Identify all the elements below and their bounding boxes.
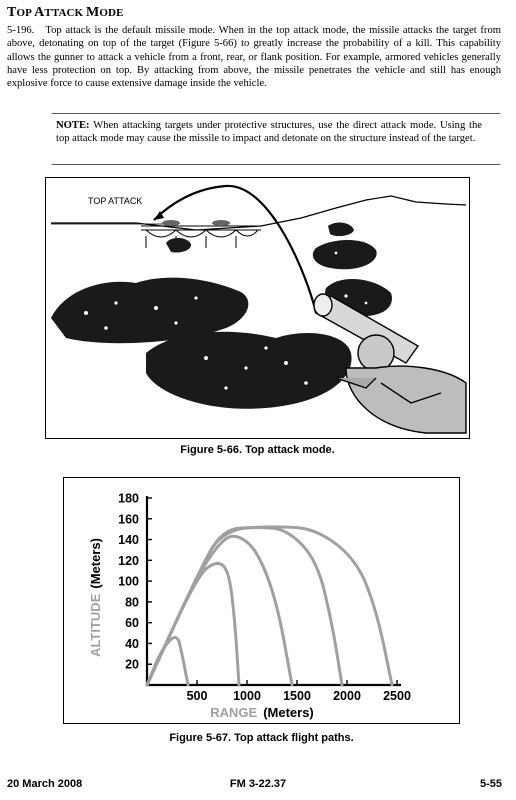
figure-66-caption: Figure 5-66. Top attack mode. xyxy=(180,444,335,456)
target-vehicle-2 xyxy=(212,220,230,226)
y-tick-label: 40 xyxy=(125,636,139,651)
note-bottom-rule xyxy=(52,164,500,165)
x-tick-label: 1500 xyxy=(283,689,311,703)
y-tick-label: 140 xyxy=(118,533,139,548)
y-tick-label: 180 xyxy=(118,491,139,506)
flight-path-2 xyxy=(147,563,239,685)
body-paragraph xyxy=(7,24,501,90)
flight-path-3 xyxy=(147,536,292,685)
x-tick-label: 2000 xyxy=(333,689,361,703)
figure-66-frame xyxy=(45,177,470,439)
y-tick-label: 80 xyxy=(125,595,139,610)
x-axis-label: RANGE (Meters) xyxy=(210,705,314,720)
flight-path-1 xyxy=(147,638,188,685)
top-attack-label: TOP ATTACK xyxy=(88,196,143,206)
x-tick-label: 500 xyxy=(186,689,208,703)
y-tick-label: 120 xyxy=(118,553,139,568)
note-text: When attacking targets under protective structures, use the direct attack mode. Using the top attack mode may cause the missile to impact and detonate on the structure instead of the target. xyxy=(56,120,482,145)
x-tick-label: 2500 xyxy=(383,689,411,703)
chart-axes xyxy=(147,496,401,685)
section-title: TOP ATTACK MODE xyxy=(7,5,124,20)
y-tick-label: 20 xyxy=(125,657,139,672)
footer-manual: FM 3-22.37 xyxy=(229,778,287,790)
note-top-rule xyxy=(52,113,500,114)
figure-67-caption: Figure 5-67. Top attack flight paths. xyxy=(169,732,354,744)
flight-paths-chart xyxy=(64,478,458,722)
y-tick-label: 100 xyxy=(118,574,139,589)
chart-ticks xyxy=(118,492,411,704)
y-tick-label: 60 xyxy=(125,616,139,631)
footer-page-number: 5-55 xyxy=(479,778,502,790)
note-block xyxy=(56,119,482,146)
chart-series xyxy=(147,527,392,685)
footer-date: 20 March 2008 xyxy=(7,778,83,790)
target-vehicle xyxy=(162,220,180,226)
figure-67-frame xyxy=(63,477,460,724)
top-attack-illustration xyxy=(46,178,468,437)
y-tick-label: 160 xyxy=(118,512,139,527)
paragraph-text: Top attack is the default missile mode. When in the top attack mode, the missile attacks the target from above, detonating on top of the target (Figure 5-66) to greatly increase the probability of a kill. This capability allows the gunner to attack a vehicle from a front, rear, or flank position. For example, armored vehicles generally have less protection on top. By attacking from above, the missile penetrates the vehicle and still has enough explosive force to cause extensive damage inside the vehicle. xyxy=(7,25,501,90)
paragraph-number: 5-196. xyxy=(7,25,35,36)
y-axis-label: ALTITUDE(Meters) xyxy=(88,538,103,657)
x-tick-label: 1000 xyxy=(233,689,261,703)
note-label: NOTE: xyxy=(56,120,90,131)
flight-path-4 xyxy=(147,528,342,685)
